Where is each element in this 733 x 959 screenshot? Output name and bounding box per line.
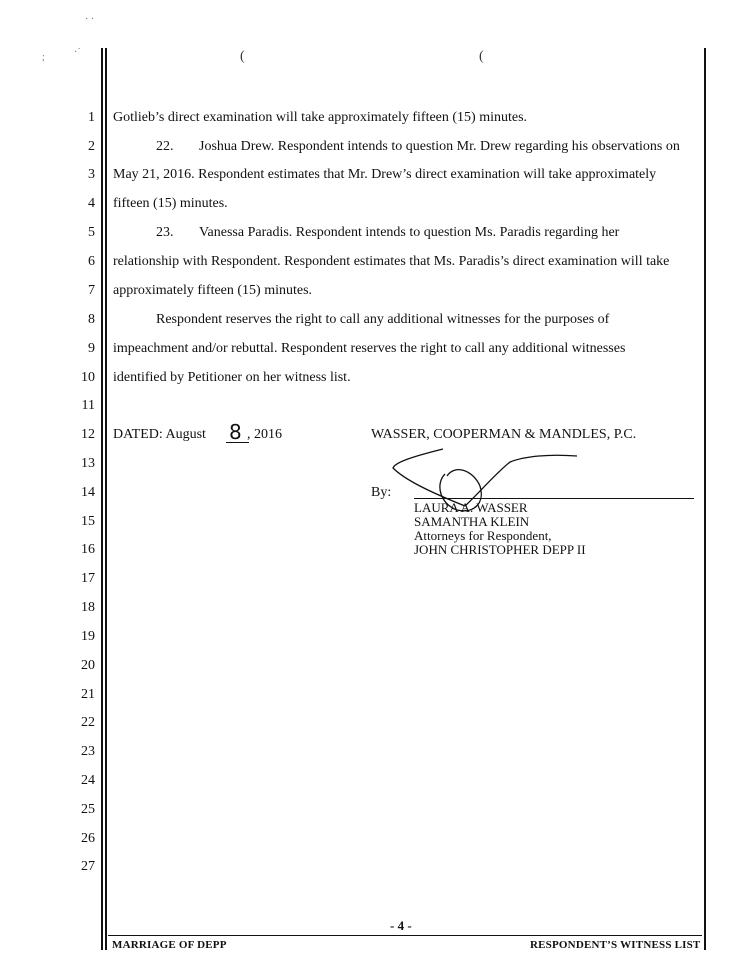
- line-number: 24: [81, 773, 95, 788]
- body-line: relationship with Respondent. Respondent estimates that Ms. Paradis’s direct examination will take: [113, 254, 670, 269]
- client-name: JOHN CHRISTOPHER DEPP II: [414, 542, 586, 557]
- line-number: 8: [88, 312, 95, 327]
- dated-label: DATED: August: [113, 427, 206, 442]
- body-line: Respondent reserves the right to call any additional witnesses for the purposes of: [156, 312, 610, 327]
- line-number: 7: [88, 283, 95, 298]
- paragraph-number: 23.: [156, 225, 174, 240]
- body-line: impeachment and/or rebuttal. Respondent reserves the right to call any additional witnesses: [113, 341, 626, 356]
- line-number: 13: [81, 456, 95, 471]
- body-line: Gotlieb’s direct examination will take approximately fifteen (15) minutes.: [113, 110, 528, 125]
- line-number: 27: [81, 859, 95, 874]
- line-number: 17: [81, 571, 95, 586]
- header-mark-left: (: [240, 49, 245, 64]
- cosigner-name: SAMANTHA KLEIN: [414, 514, 530, 529]
- right-margin-rule: [704, 48, 706, 950]
- attorney-role: Attorneys for Respondent,: [414, 528, 552, 543]
- line-number: 5: [88, 225, 95, 240]
- line-number: 26: [81, 831, 95, 846]
- footer-document-title: RESPONDENT’S WITNESS LIST: [530, 939, 701, 951]
- line-number: 3: [88, 167, 95, 182]
- body-line: Joshua Drew. Respondent intends to question Mr. Drew regarding his observations on: [199, 139, 680, 154]
- line-number: 23: [81, 744, 95, 759]
- line-number: 20: [81, 658, 95, 673]
- line-number: 15: [81, 514, 95, 529]
- by-label: By:: [371, 485, 392, 500]
- line-number: 14: [81, 485, 95, 500]
- line-number: 6: [88, 254, 95, 269]
- line-number: 22: [81, 715, 95, 730]
- line-number: 11: [81, 398, 95, 413]
- body-line: Vanessa Paradis. Respondent intends to question Ms. Paradis regarding her: [199, 225, 620, 240]
- body-line: May 21, 2016. Respondent estimates that Mr. Drew’s direct examination will take approximately: [113, 167, 657, 182]
- line-number: 4: [88, 196, 95, 211]
- line-number: 10: [81, 370, 95, 385]
- footer-rule: [108, 935, 702, 936]
- line-number: 25: [81, 802, 95, 817]
- line-number: 2: [88, 139, 95, 154]
- page-number: - 4 -: [390, 918, 412, 933]
- line-number: 19: [81, 629, 95, 644]
- body-line: identified by Petitioner on her witness list.: [113, 370, 351, 385]
- line-number: 18: [81, 600, 95, 615]
- footer-case-title: MARRIAGE OF DEPP: [112, 939, 227, 951]
- left-margin-rule-inner: [105, 48, 107, 950]
- handwritten-date-day: 8: [229, 420, 242, 444]
- signer-name: LAURA A. WASSER: [414, 500, 528, 515]
- line-number: 9: [88, 341, 95, 356]
- scan-speck: · ·: [85, 14, 95, 25]
- line-number: 16: [81, 542, 95, 557]
- scan-speck: ;: [42, 52, 45, 63]
- line-number: 21: [81, 687, 95, 702]
- body-line: fifteen (15) minutes.: [113, 196, 228, 211]
- header-mark-right: (: [479, 49, 484, 64]
- firm-name: WASSER, COOPERMAN & MANDLES, P.C.: [371, 427, 637, 442]
- scan-speck: ·˙: [74, 47, 81, 58]
- dated-year: , 2016: [247, 427, 282, 442]
- left-margin-rule-outer: [101, 48, 103, 950]
- line-number: 1: [88, 110, 95, 125]
- body-line: approximately fifteen (15) minutes.: [113, 283, 313, 298]
- paragraph-number: 22.: [156, 139, 174, 154]
- line-number: 12: [81, 427, 95, 442]
